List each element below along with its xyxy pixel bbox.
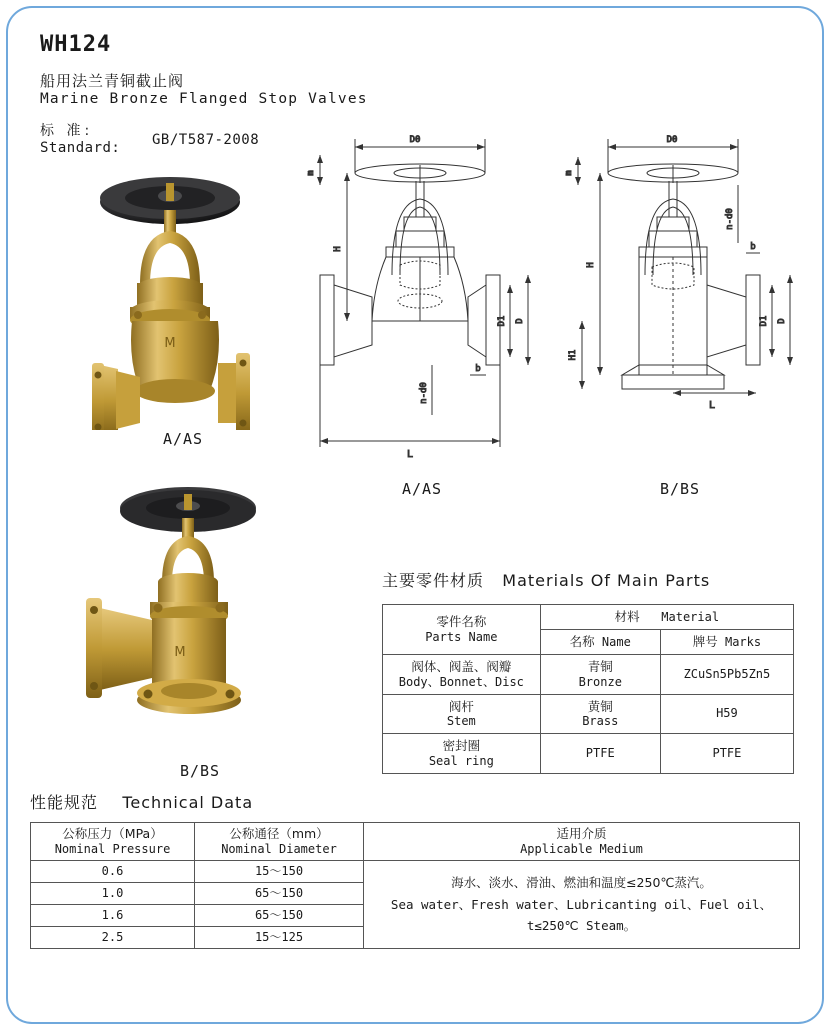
model-code: WH124 — [40, 32, 112, 57]
svg-text:D0: D0 — [409, 135, 421, 145]
materials-table — [382, 604, 794, 774]
material-name-3: PTFE — [540, 734, 660, 774]
standard-label-cn: 标 准: — [40, 123, 94, 139]
pressure-value-4: 2.5 — [31, 926, 195, 948]
svg-text:L: L — [708, 400, 716, 411]
drawing-caption-angle: B/BS — [659, 480, 701, 498]
technical-heading-en: Technical Data — [122, 793, 254, 812]
header-parts-name: 零件名称 Parts Name — [383, 605, 541, 655]
photo-caption-angle: B/BS — [179, 762, 221, 780]
technical-heading-cn: 性能规范 — [30, 793, 99, 812]
table-row — [383, 655, 794, 695]
photo-caption-straight: A/AS — [162, 430, 204, 448]
header-nominal-diameter: 公称通径（mm） Nominal Diameter — [195, 823, 364, 861]
materials-heading-cn: 主要零件材质 — [382, 571, 485, 590]
svg-text:H1: H1 — [568, 349, 578, 361]
pressure-value-3: 1.6 — [31, 904, 195, 926]
materials-heading — [382, 568, 710, 591]
standard-value: GB/T587-2008 — [152, 132, 260, 148]
technical-heading — [30, 790, 253, 813]
diameter-value-3: 65～150 — [195, 904, 364, 926]
medium-line-en-1: Sea water、Fresh water、Lubricanting oil、Fuel oil、 — [390, 896, 773, 912]
photo-valve-straight — [40, 165, 300, 430]
svg-text:H: H — [333, 246, 343, 252]
svg-text:n-d0: n-d0 — [419, 382, 429, 404]
drawing-straight — [300, 125, 545, 480]
material-part-2: 阀杆 Stem — [383, 694, 541, 734]
pressure-value-1: 0.6 — [31, 860, 195, 882]
material-marks-3: PTFE — [660, 734, 793, 774]
table-header-row — [31, 823, 800, 861]
material-name-1: 青铜 Bronze — [540, 655, 660, 695]
material-name-2: 黄铜 Brass — [540, 694, 660, 734]
table-row — [383, 694, 794, 734]
diameter-value-4: 15～125 — [195, 926, 364, 948]
material-marks-1: ZCuSn5Pb5Zn5 — [660, 655, 793, 695]
diameter-value-2: 65～150 — [195, 882, 364, 904]
svg-text:D1: D1 — [497, 315, 507, 327]
header-nominal-pressure: 公称压力（MPa） Nominal Pressure — [31, 823, 195, 861]
svg-text:m: m — [306, 170, 316, 176]
header-applicable-medium: 适用介质 Applicable Medium — [364, 823, 800, 861]
drawing-caption-straight: A/AS — [401, 480, 443, 498]
svg-text:L: L — [406, 449, 414, 460]
svg-text:D: D — [515, 318, 525, 324]
table-header-row — [383, 605, 794, 630]
header-material-marks: 牌号 Marks — [660, 630, 793, 655]
materials-heading-en: Materials Of Main Parts — [502, 571, 711, 590]
drawing-angle — [560, 125, 810, 480]
svg-text:M: M — [164, 336, 176, 351]
svg-text:m: m — [564, 170, 574, 176]
header-material-group: 材料 Material — [540, 605, 793, 630]
material-part-3: 密封圈 Seal ring — [383, 734, 541, 774]
svg-text:b: b — [750, 242, 756, 252]
svg-text:M: M — [174, 645, 186, 660]
material-marks-2: H59 — [660, 694, 793, 734]
photo-valve-angle — [40, 478, 320, 763]
svg-text:D0: D0 — [666, 135, 678, 145]
diameter-value-1: 15～150 — [195, 860, 364, 882]
svg-text:b: b — [475, 364, 481, 374]
medium-line-en-2: t≤250℃ Steam。 — [526, 917, 637, 933]
material-part-1: 阀体、阀盖、阀瓣 Body、Bonnet、Disc — [383, 655, 541, 695]
standard-label-en: Standard: — [40, 140, 121, 156]
svg-text:H: H — [586, 262, 596, 268]
pressure-value-2: 1.0 — [31, 882, 195, 904]
svg-text:D1: D1 — [759, 315, 769, 327]
svg-text:n-d0: n-d0 — [725, 208, 735, 230]
technical-table — [30, 822, 800, 949]
svg-text:D: D — [777, 318, 787, 324]
header-material-name: 名称 Name — [540, 630, 660, 655]
product-title-cn: 船用法兰青铜截止阀 — [40, 72, 185, 90]
applicable-medium-cell — [364, 860, 800, 948]
table-row — [383, 734, 794, 774]
table-row — [31, 860, 800, 882]
medium-line-cn: 海水、淡水、滑油、燃油和温度≤250℃蒸汽。 — [451, 875, 712, 891]
product-title-en: Marine Bronze Flanged Stop Valves — [40, 91, 368, 107]
